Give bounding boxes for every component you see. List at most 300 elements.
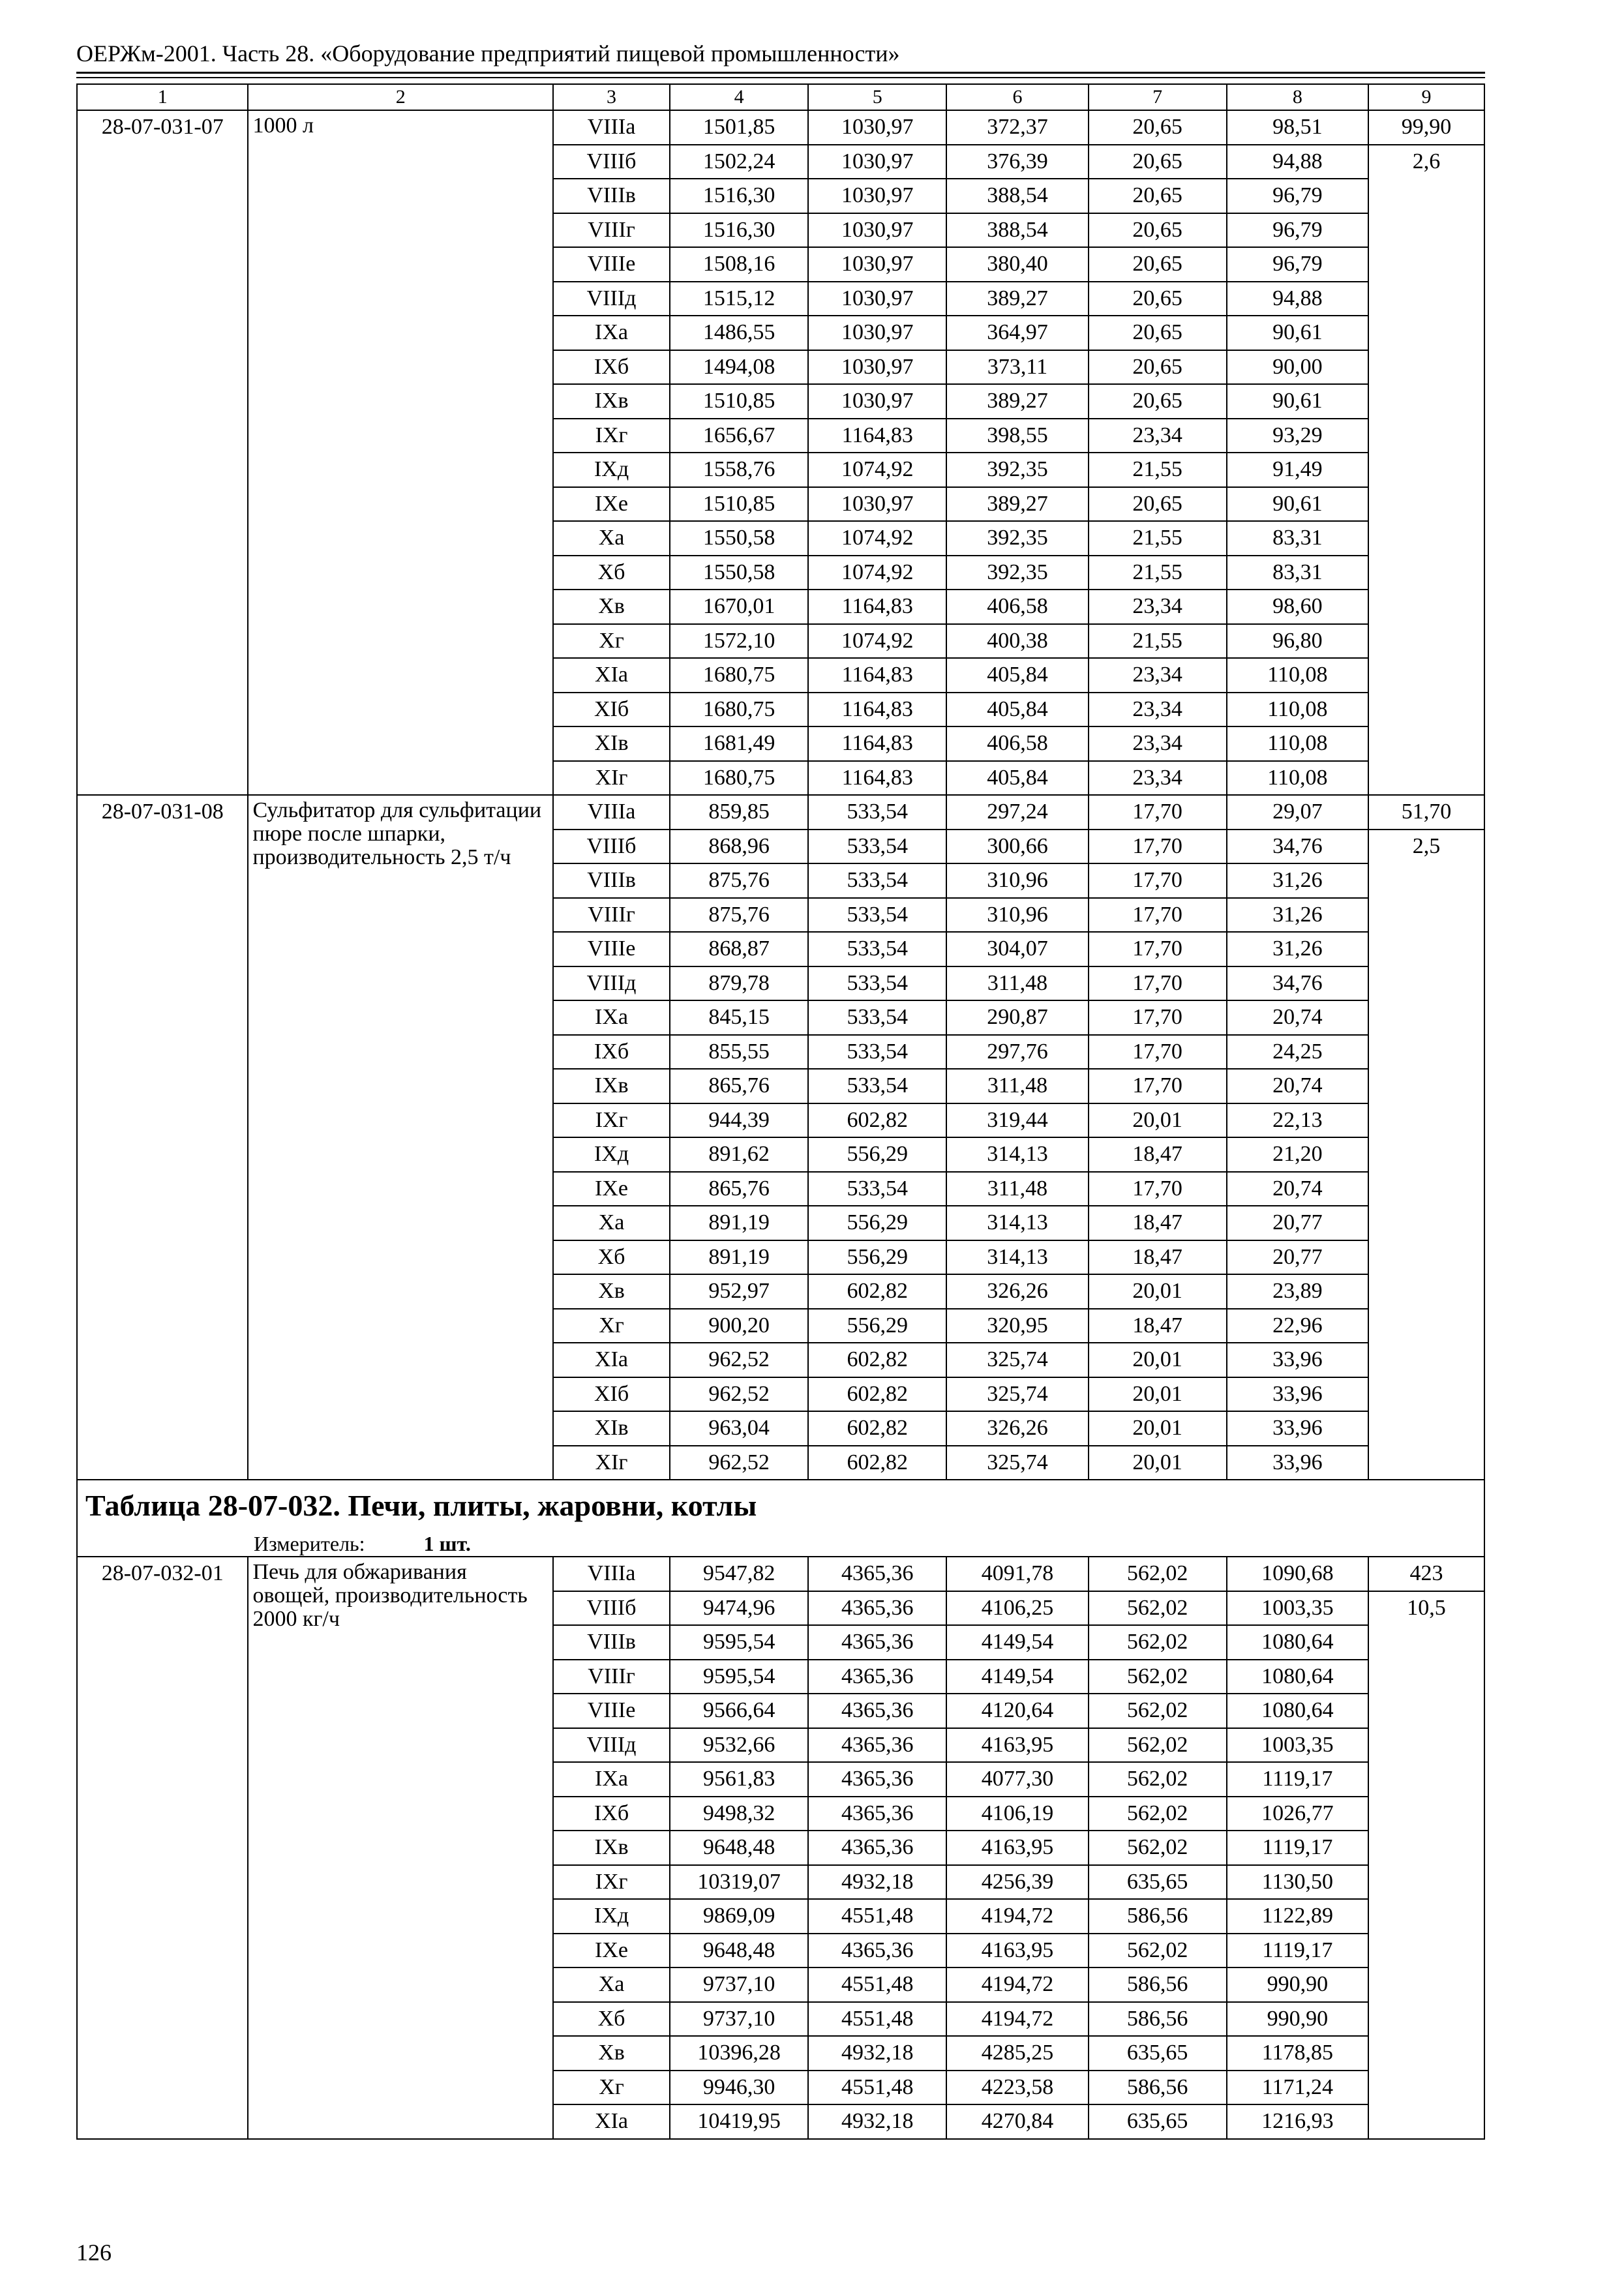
value-cell: 20,65: [1089, 350, 1227, 385]
value-cell: 562,02: [1089, 1762, 1227, 1797]
value-cell: 98,51: [1227, 110, 1368, 145]
value-cell: 21,55: [1089, 624, 1227, 659]
value-cell: 533,54: [808, 1000, 946, 1035]
zone-cell: VIIIе: [553, 247, 670, 282]
value-cell: 33,96: [1227, 1377, 1368, 1412]
value-cell: 22,96: [1227, 1309, 1368, 1343]
value-cell: 1030,97: [808, 145, 946, 179]
value-cell: 372,37: [946, 110, 1088, 145]
value-cell: 24,25: [1227, 1035, 1368, 1070]
value-cell: 875,76: [670, 863, 808, 898]
value-cell: 855,55: [670, 1035, 808, 1070]
value-cell: 952,97: [670, 1274, 808, 1309]
value-cell: 1164,83: [808, 658, 946, 693]
zone-cell: VIIIе: [553, 1694, 670, 1728]
value-cell: 562,02: [1089, 1625, 1227, 1660]
value-cell: 962,52: [670, 1377, 808, 1412]
value-cell: 290,87: [946, 1000, 1088, 1035]
value-cell: 83,31: [1227, 556, 1368, 590]
value-cell: 400,38: [946, 624, 1088, 659]
zone-cell: XIб: [553, 1377, 670, 1412]
value-cell: 1003,35: [1227, 1728, 1368, 1763]
value-cell: 1003,35: [1227, 1591, 1368, 1626]
value-cell: 891,19: [670, 1206, 808, 1240]
section-title: Таблица 28-07-032. Печи, плиты, жаровни, котлы: [77, 1480, 1484, 1531]
value-cell: 586,56: [1089, 1967, 1227, 2002]
value-cell: 990,90: [1227, 1967, 1368, 2002]
value-cell: 562,02: [1089, 1831, 1227, 1865]
value-cell: 389,27: [946, 282, 1088, 316]
page-number: 126: [76, 2239, 112, 2266]
value-cell: 4285,25: [946, 2036, 1088, 2071]
value-cell: 96,79: [1227, 213, 1368, 248]
value-cell: 1216,93: [1227, 2104, 1368, 2139]
value-cell: 635,65: [1089, 2036, 1227, 2071]
value-cell: 533,54: [808, 1069, 946, 1103]
value-cell: 602,82: [808, 1411, 946, 1446]
value-cell: 9869,09: [670, 1899, 808, 1934]
column-number: 7: [1089, 84, 1227, 110]
value-cell: 1074,92: [808, 624, 946, 659]
table-body: [77, 110, 1484, 2139]
value-cell: 602,82: [808, 1446, 946, 1480]
value-cell: 110,08: [1227, 693, 1368, 727]
value-cell: 20,65: [1089, 110, 1227, 145]
value-cell: 10419,95: [670, 2104, 808, 2139]
value-cell: 9498,32: [670, 1797, 808, 1831]
value-cell: 325,74: [946, 1377, 1088, 1412]
value-cell: 4365,36: [808, 1625, 946, 1660]
value-cell: 1030,97: [808, 487, 946, 522]
zone-cell: Xг: [553, 1309, 670, 1343]
value-cell: 18,47: [1089, 1206, 1227, 1240]
value-cell: 1516,30: [670, 179, 808, 213]
value-cell: 1030,97: [808, 110, 946, 145]
value-cell: 875,76: [670, 898, 808, 933]
column-number: 8: [1227, 84, 1368, 110]
value-cell: 392,35: [946, 453, 1088, 487]
table-row: [77, 795, 1484, 830]
column-9-value: 2,5: [1369, 829, 1484, 863]
zone-cell: Xа: [553, 1206, 670, 1240]
value-cell: 17,70: [1089, 863, 1227, 898]
value-cell: 18,47: [1089, 1309, 1227, 1343]
value-cell: 865,76: [670, 1069, 808, 1103]
value-cell: 4120,64: [946, 1694, 1088, 1728]
value-cell: 90,61: [1227, 316, 1368, 350]
value-cell: 20,65: [1089, 384, 1227, 419]
value-cell: 4149,54: [946, 1625, 1088, 1660]
value-cell: 20,65: [1089, 145, 1227, 179]
value-cell: 1670,01: [670, 590, 808, 624]
value-cell: 94,88: [1227, 145, 1368, 179]
zone-cell: VIIIа: [553, 1557, 670, 1591]
value-cell: 34,76: [1227, 830, 1368, 864]
zone-cell: IXе: [553, 1172, 670, 1206]
rate-code: 28-07-031-07: [77, 110, 248, 795]
value-cell: 4365,36: [808, 1694, 946, 1728]
value-cell: 1122,89: [1227, 1899, 1368, 1934]
value-cell: 1681,49: [670, 726, 808, 761]
value-cell: 4365,36: [808, 1557, 946, 1591]
value-cell: 90,00: [1227, 350, 1368, 385]
value-cell: 31,26: [1227, 863, 1368, 898]
value-cell: 34,76: [1227, 966, 1368, 1001]
value-cell: 23,34: [1089, 658, 1227, 693]
value-cell: 23,34: [1089, 693, 1227, 727]
value-cell: 562,02: [1089, 1694, 1227, 1728]
value-cell: 4551,48: [808, 1899, 946, 1934]
value-cell: 17,70: [1089, 932, 1227, 966]
zone-cell: XIг: [553, 761, 670, 796]
value-cell: 533,54: [808, 795, 946, 830]
meter-row: [77, 1531, 1484, 1557]
zone-cell: VIIIе: [553, 932, 670, 966]
value-cell: 21,55: [1089, 521, 1227, 556]
zone-cell: XIв: [553, 1411, 670, 1446]
value-cell: 20,01: [1089, 1103, 1227, 1138]
value-cell: 1558,76: [670, 453, 808, 487]
value-cell: 311,48: [946, 966, 1088, 1001]
value-cell: 562,02: [1089, 1797, 1227, 1831]
value-cell: 389,27: [946, 384, 1088, 419]
rate-code: 28-07-031-08: [77, 795, 248, 1480]
value-cell: 17,70: [1089, 966, 1227, 1001]
value-cell: 845,15: [670, 1000, 808, 1035]
value-cell: 297,24: [946, 795, 1088, 830]
value-cell: 4551,48: [808, 1967, 946, 2002]
value-cell: 1164,83: [808, 419, 946, 453]
value-cell: 304,07: [946, 932, 1088, 966]
value-cell: 20,01: [1089, 1274, 1227, 1309]
value-cell: 9595,54: [670, 1625, 808, 1660]
value-cell: 1515,12: [670, 282, 808, 316]
value-cell: 20,65: [1089, 316, 1227, 350]
column-number: 1: [77, 84, 248, 110]
value-cell: 392,35: [946, 521, 1088, 556]
zone-cell: XIг: [553, 1446, 670, 1480]
zone-cell: IXб: [553, 1035, 670, 1070]
value-cell: 17,70: [1089, 1000, 1227, 1035]
value-cell: 963,04: [670, 1411, 808, 1446]
value-cell: 17,70: [1089, 1172, 1227, 1206]
zone-cell: Xв: [553, 590, 670, 624]
column-9-value: 2,6: [1369, 144, 1484, 179]
value-cell: 314,13: [946, 1240, 1088, 1275]
zone-cell: XIа: [553, 658, 670, 693]
zone-cell: IXб: [553, 1797, 670, 1831]
value-cell: 326,26: [946, 1274, 1088, 1309]
header-rule: [76, 77, 1485, 78]
zone-cell: Xа: [553, 1967, 670, 2002]
value-cell: 31,26: [1227, 932, 1368, 966]
value-cell: 533,54: [808, 1035, 946, 1070]
value-cell: 83,31: [1227, 521, 1368, 556]
value-cell: 4365,36: [808, 1660, 946, 1694]
value-cell: 21,55: [1089, 453, 1227, 487]
value-cell: 405,84: [946, 761, 1088, 796]
value-cell: 586,56: [1089, 1899, 1227, 1934]
value-cell: 405,84: [946, 658, 1088, 693]
value-cell: 1164,83: [808, 761, 946, 796]
value-cell: 1164,83: [808, 726, 946, 761]
value-cell: 1572,10: [670, 624, 808, 659]
value-cell: 314,13: [946, 1137, 1088, 1172]
value-cell: 320,95: [946, 1309, 1088, 1343]
value-cell: 20,77: [1227, 1206, 1368, 1240]
value-cell: 23,34: [1089, 419, 1227, 453]
rate-description: Печь для обжаривания овощей, производительность 2000 кг/ч: [248, 1557, 553, 2139]
value-cell: 20,77: [1227, 1240, 1368, 1275]
value-cell: 533,54: [808, 1172, 946, 1206]
value-cell: 388,54: [946, 179, 1088, 213]
value-cell: 1074,92: [808, 521, 946, 556]
value-cell: 1486,55: [670, 316, 808, 350]
value-cell: 1178,85: [1227, 2036, 1368, 2071]
value-cell: 1164,83: [808, 693, 946, 727]
value-cell: 1516,30: [670, 213, 808, 248]
value-cell: 556,29: [808, 1309, 946, 1343]
value-cell: 4365,36: [808, 1934, 946, 1968]
value-cell: 18,47: [1089, 1240, 1227, 1275]
value-cell: 1030,97: [808, 350, 946, 385]
value-cell: 373,11: [946, 350, 1088, 385]
zone-cell: VIIIв: [553, 179, 670, 213]
value-cell: 1030,97: [808, 316, 946, 350]
value-cell: 1680,75: [670, 693, 808, 727]
value-cell: 326,26: [946, 1411, 1088, 1446]
value-cell: 325,74: [946, 1343, 1088, 1377]
value-cell: 4932,18: [808, 2036, 946, 2071]
zone-cell: IXе: [553, 487, 670, 522]
rate-code: 28-07-032-01: [77, 1557, 248, 2139]
value-cell: 297,76: [946, 1035, 1088, 1070]
zone-cell: IXб: [553, 350, 670, 385]
header-rule: [76, 72, 1485, 74]
value-cell: 325,74: [946, 1446, 1088, 1480]
value-cell: 110,08: [1227, 761, 1368, 796]
value-cell: 20,65: [1089, 487, 1227, 522]
value-cell: 17,70: [1089, 830, 1227, 864]
value-cell: 1119,17: [1227, 1934, 1368, 1968]
value-cell: 96,80: [1227, 624, 1368, 659]
value-cell: 602,82: [808, 1343, 946, 1377]
value-cell: 4163,95: [946, 1831, 1088, 1865]
zone-cell: IXд: [553, 1137, 670, 1172]
value-cell: 1080,64: [1227, 1694, 1368, 1728]
zone-cell: IXв: [553, 384, 670, 419]
zone-cell: IXв: [553, 1831, 670, 1865]
value-cell: 1510,85: [670, 384, 808, 419]
zone-cell: IXг: [553, 1103, 670, 1138]
value-cell: 9946,30: [670, 2071, 808, 2105]
value-cell: 4932,18: [808, 2104, 946, 2139]
value-cell: 319,44: [946, 1103, 1088, 1138]
value-cell: 98,60: [1227, 590, 1368, 624]
value-cell: 20,65: [1089, 213, 1227, 248]
value-cell: 533,54: [808, 830, 946, 864]
value-cell: 20,01: [1089, 1411, 1227, 1446]
value-cell: 33,96: [1227, 1446, 1368, 1480]
zone-cell: Xг: [553, 2071, 670, 2105]
value-cell: 1030,97: [808, 247, 946, 282]
column-9-cell: [1368, 110, 1484, 795]
zone-cell: Xг: [553, 624, 670, 659]
value-cell: 1074,92: [808, 556, 946, 590]
value-cell: 94,88: [1227, 282, 1368, 316]
value-cell: 90,61: [1227, 487, 1368, 522]
zone-cell: Xб: [553, 2002, 670, 2037]
value-cell: 891,19: [670, 1240, 808, 1275]
value-cell: 33,96: [1227, 1343, 1368, 1377]
value-cell: 868,96: [670, 830, 808, 864]
value-cell: 562,02: [1089, 1728, 1227, 1763]
value-cell: 90,61: [1227, 384, 1368, 419]
zone-cell: XIб: [553, 693, 670, 727]
value-cell: 1494,08: [670, 350, 808, 385]
value-cell: 944,39: [670, 1103, 808, 1138]
value-cell: 1680,75: [670, 761, 808, 796]
value-cell: 533,54: [808, 966, 946, 1001]
zone-cell: Xа: [553, 521, 670, 556]
meter-label: Измеритель:: [254, 1532, 365, 1555]
value-cell: 33,96: [1227, 1411, 1368, 1446]
value-cell: 405,84: [946, 693, 1088, 727]
value-cell: 1550,58: [670, 521, 808, 556]
value-cell: 9648,48: [670, 1831, 808, 1865]
value-cell: 1030,97: [808, 282, 946, 316]
value-cell: 9474,96: [670, 1591, 808, 1626]
column-9-value: 423: [1409, 1561, 1443, 1585]
value-cell: 4163,95: [946, 1934, 1088, 1968]
zone-cell: XIа: [553, 2104, 670, 2139]
value-cell: 23,34: [1089, 726, 1227, 761]
value-cell: 23,34: [1089, 761, 1227, 796]
value-cell: 20,74: [1227, 1172, 1368, 1206]
value-cell: 4194,72: [946, 2002, 1088, 2037]
zone-cell: Xв: [553, 1274, 670, 1309]
value-cell: 879,78: [670, 966, 808, 1001]
value-cell: 9737,10: [670, 1967, 808, 2002]
column-number: 3: [553, 84, 670, 110]
meter-cell: [77, 1531, 1484, 1557]
value-cell: 96,79: [1227, 247, 1368, 282]
value-cell: 20,01: [1089, 1343, 1227, 1377]
value-cell: 1130,50: [1227, 1865, 1368, 1900]
rate-description: Сульфитатор для сульфитации пюре после шпарки, производительность 2,5 т/ч: [248, 795, 553, 1480]
value-cell: 4551,48: [808, 2002, 946, 2037]
value-cell: 865,76: [670, 1172, 808, 1206]
zone-cell: IXв: [553, 1069, 670, 1103]
value-cell: 4551,48: [808, 2071, 946, 2105]
value-cell: 1030,97: [808, 213, 946, 248]
value-cell: 388,54: [946, 213, 1088, 248]
zone-cell: VIIIа: [553, 795, 670, 830]
value-cell: 533,54: [808, 863, 946, 898]
zone-cell: IXд: [553, 1899, 670, 1934]
value-cell: 1510,85: [670, 487, 808, 522]
value-cell: 10319,07: [670, 1865, 808, 1900]
value-cell: 4365,36: [808, 1591, 946, 1626]
zone-cell: VIIIб: [553, 145, 670, 179]
column-number: 9: [1368, 84, 1484, 110]
value-cell: 4077,30: [946, 1762, 1088, 1797]
value-cell: 398,55: [946, 419, 1088, 453]
value-cell: 17,70: [1089, 898, 1227, 933]
value-cell: 310,96: [946, 863, 1088, 898]
value-cell: 300,66: [946, 830, 1088, 864]
value-cell: 1026,77: [1227, 1797, 1368, 1831]
zone-cell: Xв: [553, 2036, 670, 2071]
value-cell: 1074,92: [808, 453, 946, 487]
value-cell: 96,79: [1227, 179, 1368, 213]
value-cell: 21,55: [1089, 556, 1227, 590]
table-row: [77, 1557, 1484, 1591]
value-cell: 9737,10: [670, 2002, 808, 2037]
value-cell: 17,70: [1089, 1069, 1227, 1103]
value-cell: 962,52: [670, 1446, 808, 1480]
value-cell: 962,52: [670, 1343, 808, 1377]
column-number: 2: [248, 84, 553, 110]
value-cell: 1119,17: [1227, 1762, 1368, 1797]
value-cell: 1080,64: [1227, 1625, 1368, 1660]
value-cell: 635,65: [1089, 2104, 1227, 2139]
value-cell: 533,54: [808, 898, 946, 933]
value-cell: 586,56: [1089, 2002, 1227, 2037]
value-cell: 389,27: [946, 487, 1088, 522]
zone-cell: VIIIб: [553, 830, 670, 864]
zone-cell: VIIIд: [553, 966, 670, 1001]
zone-cell: VIIIв: [553, 863, 670, 898]
zone-cell: VIIIд: [553, 1728, 670, 1763]
zone-cell: VIIIв: [553, 1625, 670, 1660]
table-row: [77, 110, 1484, 145]
zone-cell: VIIIд: [553, 282, 670, 316]
value-cell: 1080,64: [1227, 1660, 1368, 1694]
value-cell: 602,82: [808, 1377, 946, 1412]
value-cell: 4365,36: [808, 1831, 946, 1865]
zone-cell: IXд: [553, 453, 670, 487]
zone-cell: IXе: [553, 1934, 670, 1968]
value-cell: 562,02: [1089, 1934, 1227, 1968]
value-cell: 9547,82: [670, 1557, 808, 1591]
zone-cell: VIIIг: [553, 213, 670, 248]
zone-cell: VIIIг: [553, 1660, 670, 1694]
value-cell: 990,90: [1227, 2002, 1368, 2037]
column-9-cell: [1368, 1557, 1484, 2139]
section-title-row: [77, 1480, 1484, 1531]
value-cell: 406,58: [946, 590, 1088, 624]
meter-value: 1 шт.: [423, 1532, 471, 1555]
value-cell: 311,48: [946, 1069, 1088, 1103]
value-cell: 1508,16: [670, 247, 808, 282]
value-cell: 1501,85: [670, 110, 808, 145]
value-cell: 1680,75: [670, 658, 808, 693]
value-cell: 17,70: [1089, 1035, 1227, 1070]
value-cell: 891,62: [670, 1137, 808, 1172]
value-cell: 556,29: [808, 1206, 946, 1240]
value-cell: 22,13: [1227, 1103, 1368, 1138]
value-cell: 17,70: [1089, 795, 1227, 830]
zone-cell: IXа: [553, 316, 670, 350]
zone-cell: IXг: [553, 419, 670, 453]
value-cell: 562,02: [1089, 1591, 1227, 1626]
value-cell: 20,74: [1227, 1069, 1368, 1103]
column-9-value: 99,90: [1401, 115, 1452, 139]
value-cell: 602,82: [808, 1103, 946, 1138]
value-cell: 1550,58: [670, 556, 808, 590]
value-cell: 9566,64: [670, 1694, 808, 1728]
